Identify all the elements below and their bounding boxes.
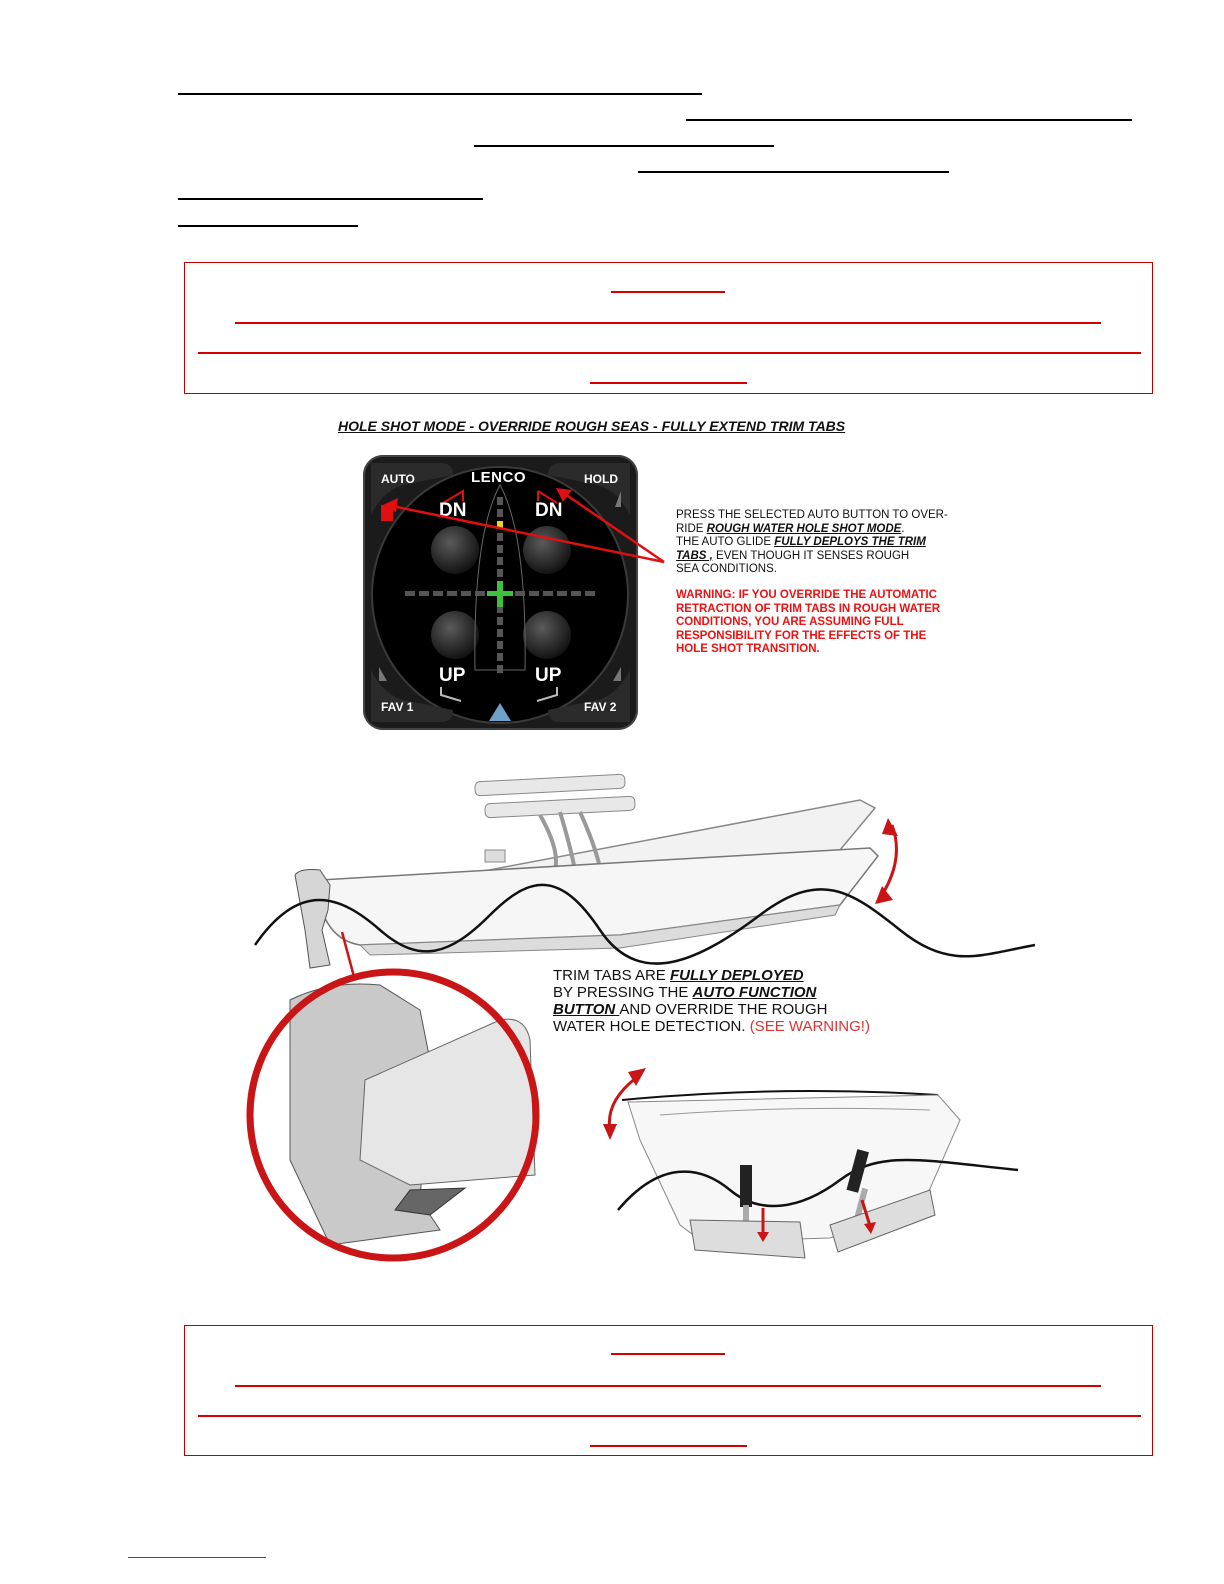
callout-text: EVEN THOUGH IT SENSES ROUGH — [712, 549, 910, 562]
dn-left-label: DN — [439, 500, 467, 521]
callout-emphasis: TABS , — [676, 549, 713, 562]
callout-emphasis: ROUGH WATER HOLE SHOT MODE — [706, 522, 902, 535]
warning-rule — [235, 1385, 1101, 1387]
callout-line — [553, 1018, 870, 1035]
fav2-label: FAV 2 — [584, 700, 617, 714]
up-left-label: UP — [439, 665, 466, 686]
footer-link-rule[interactable] — [128, 1557, 266, 1558]
callout-line — [553, 967, 870, 984]
callout-emphasis: AUTO FUNCTION — [692, 984, 817, 1001]
callout-line: SEA CONDITIONS. — [676, 563, 777, 575]
warning-line: RETRACTION OF TRIM TABS IN ROUGH WATER — [676, 602, 941, 615]
warning-rule — [590, 1445, 747, 1447]
warning-line: HOLE SHOT TRANSITION. — [676, 643, 820, 655]
callout-text: AND OVERRIDE THE ROUGH — [619, 1001, 828, 1018]
diagram-heading: HOLE SHOT MODE - OVERRIDE ROUGH SEAS - FULLY EXTEND TRIM TABS — [338, 418, 846, 434]
callout-emphasis: FULLY DEPLOYED — [669, 967, 804, 984]
warning-rule — [611, 1353, 725, 1355]
dn-right-label: DN — [535, 500, 563, 521]
callout-text: BY PRESSING THE — [553, 984, 693, 1001]
callout-line: PRESS THE SELECTED AUTO BUTTON TO OVER- — [676, 509, 948, 521]
warning-box-bottom — [184, 1325, 1153, 1456]
warning-line: WARNING: IF YOU OVERRIDE THE AUTOMATIC — [676, 589, 937, 601]
callout-text: . — [901, 522, 905, 535]
callout-text: RIDE — [676, 522, 707, 535]
hold-label: HOLD — [584, 472, 618, 486]
brand-logo: LENCO — [471, 469, 526, 486]
callout-text: WATER HOLE DETECTION. — [553, 1018, 750, 1035]
auto-label: AUTO — [381, 472, 415, 486]
callout-line — [553, 1001, 870, 1018]
callout-text: TRIM TABS ARE — [553, 967, 670, 984]
callout-text: THE AUTO GLIDE — [676, 536, 775, 548]
warning-line: CONDITIONS, YOU ARE ASSUMING FULL — [676, 616, 904, 628]
deploy-callout — [553, 967, 870, 1035]
callout-warning-ref: (SEE WARNING!) — [749, 1018, 870, 1035]
callout-emphasis: FULLY DEPLOYS THE TRIM — [774, 536, 926, 548]
callout-emphasis: BUTTON — [553, 1001, 620, 1018]
up-right-label: UP — [535, 665, 562, 686]
callout-line — [553, 984, 870, 1001]
fav1-label: FAV 1 — [381, 700, 414, 714]
warning-line: RESPONSIBILITY FOR THE EFFECTS OF THE — [676, 629, 927, 642]
warning-rule — [198, 1415, 1141, 1417]
